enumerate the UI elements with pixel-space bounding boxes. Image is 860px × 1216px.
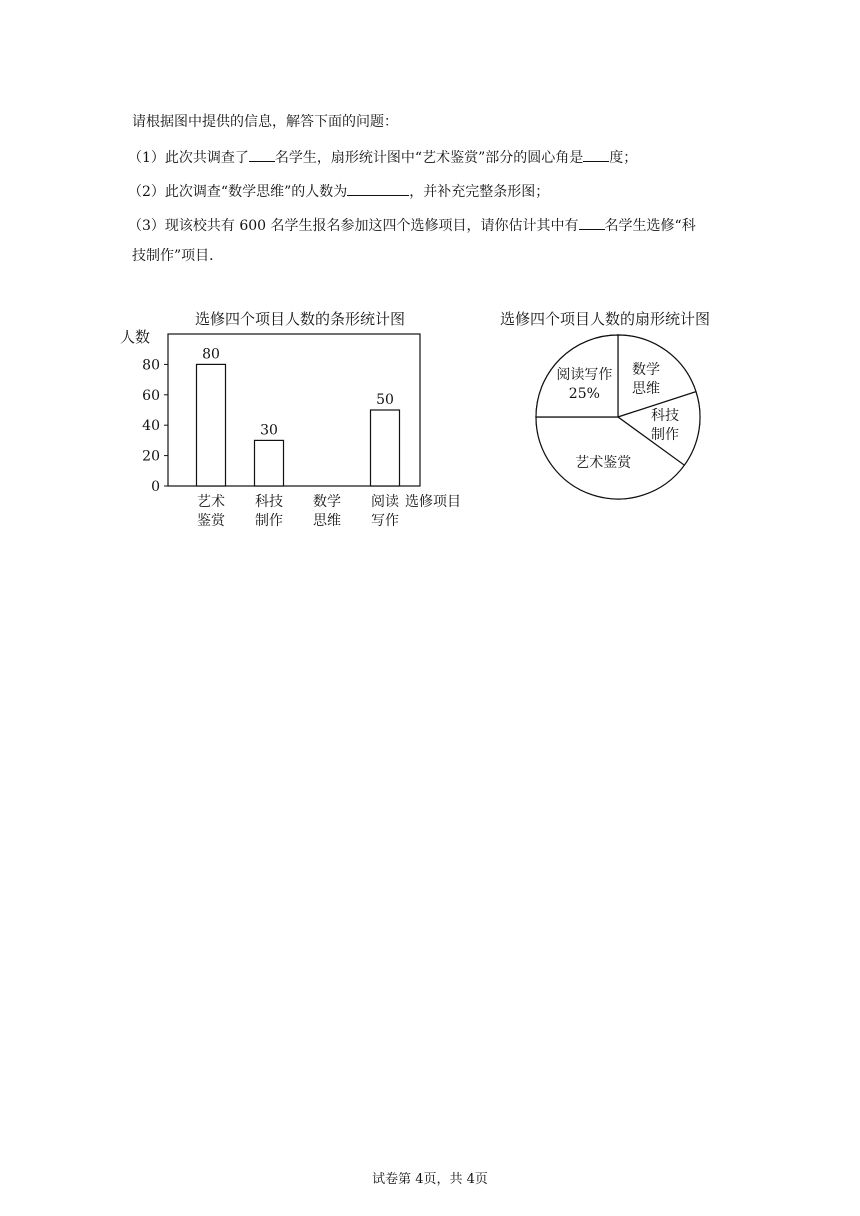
bar-x-tick-label: 鉴赏 <box>197 513 225 529</box>
bar <box>255 440 284 486</box>
bar-x-tick-label: 科技 <box>255 494 283 510</box>
q2-part-a: （2）此次调查“数学思维”的人数为 <box>128 184 348 200</box>
bar-x-tick-label: 数学 <box>313 494 341 510</box>
q3-part-a: （3）现该校共有 600 名学生报名参加这四个选修项目，请你估计其中有 <box>128 218 579 234</box>
pie-chart-title: 选修四个项目人数的扇形统计图 <box>499 310 711 328</box>
pie-chart <box>488 302 738 507</box>
bar-y-tick-label: 60 <box>142 387 160 404</box>
bar-y-axis-label: 人数 <box>120 328 151 346</box>
bar-chart-title: 选修四个项目人数的条形统计图 <box>194 310 406 328</box>
bar-chart <box>120 302 480 542</box>
bar-value-label: 30 <box>260 422 278 439</box>
q3-part-b: 名学生选修“科 <box>604 218 696 234</box>
bar <box>371 410 400 486</box>
pie-chart-svg <box>488 302 738 507</box>
q1-blank-count <box>249 146 275 162</box>
question-3 <box>128 214 696 236</box>
pie-slice-label: 阅读写作 <box>556 366 613 383</box>
q3-blank <box>579 214 605 230</box>
pie-slice-label: 思维 <box>631 381 660 398</box>
pie-slice-label: 数学 <box>631 362 660 379</box>
bar-value-label: 50 <box>376 392 394 408</box>
q1-blank-angle <box>583 146 609 162</box>
question-1 <box>128 146 637 168</box>
bar-y-tick-label: 40 <box>142 418 160 435</box>
bar-chart-svg <box>120 302 480 542</box>
page-footer: 试卷第 4页，共 4页 <box>372 1172 488 1187</box>
bar-x-tick-label: 制作 <box>255 513 283 529</box>
pie-slice-label: 艺术鉴赏 <box>575 455 632 472</box>
bar-plot-area <box>142 334 420 529</box>
q1-part-b: 名学生，扇形统计图中“艺术鉴赏”部分的圆心角是 <box>274 150 584 166</box>
bar-x-tick-label: 写作 <box>371 513 399 529</box>
bar-x-axis-label: 选修项目 <box>405 494 461 510</box>
question-3-cont: 技制作”项目． <box>132 248 224 264</box>
q2-part-b: ，并补充完整条形图； <box>409 184 550 200</box>
pie-plot-area <box>536 335 700 499</box>
q2-blank <box>347 180 409 196</box>
intro-text: 请根据图中提供的信息，解答下面的问题： <box>132 114 398 130</box>
bar <box>197 364 226 486</box>
bar-y-tick-label: 20 <box>142 448 160 465</box>
pie-slice-label: 25% <box>568 385 600 402</box>
pie-slice-label: 制作 <box>650 426 679 443</box>
bar-y-tick-label: 80 <box>142 357 160 374</box>
bar-x-tick-label: 艺术 <box>197 494 225 510</box>
pie-slice-label: 科技 <box>650 407 679 424</box>
q1-part-c: 度； <box>609 150 638 166</box>
bar-x-tick-label: 阅读 <box>371 494 399 510</box>
q1-part-a: （1）此次共调查了 <box>128 150 249 166</box>
bar-x-tick-label: 思维 <box>313 513 341 529</box>
question-2 <box>128 180 549 202</box>
bar-value-label: 80 <box>202 346 220 363</box>
bar-y-tick-label: 0 <box>151 479 160 495</box>
